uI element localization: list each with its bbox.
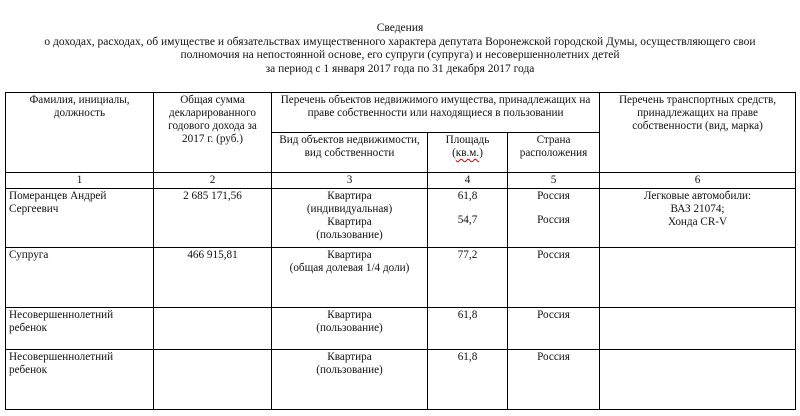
property-cell xyxy=(272,189,428,248)
vehicles-cell xyxy=(600,189,796,248)
header-property-type: Вид объектов недвижимости, вид собственности xyxy=(272,133,428,173)
column-number: 1 xyxy=(6,173,154,189)
vehicle-item: Хонда CR-V xyxy=(667,216,728,228)
person-name: Померанцев Андрей Сергеевич xyxy=(6,189,154,248)
column-number-row xyxy=(6,173,796,189)
area-value: 77,2 xyxy=(428,248,508,308)
header-name: Фамилия, инициалы, должность xyxy=(6,93,154,173)
property-ownership: (индивидуальная) xyxy=(306,203,393,215)
vehicles-label: Легковые автомобили: xyxy=(643,190,752,202)
heading-line-3: за период с 1 января 2017 года по 31 декабря 2017 года xyxy=(265,62,535,75)
vehicles-cell xyxy=(600,248,796,308)
income-value xyxy=(154,350,272,410)
country-value: Россия xyxy=(508,248,600,308)
heading-line-2: полномочия на непостоянной основе, его супруги (супруга) и несовершеннолетних детей xyxy=(180,49,620,62)
property-type: Квартира xyxy=(327,190,372,202)
property-ownership: (пользование) xyxy=(316,322,383,334)
declaration-table xyxy=(5,92,796,410)
country-value: Россия xyxy=(508,308,600,350)
property-cell xyxy=(272,308,428,350)
property-type: Квартира xyxy=(327,351,372,363)
person-name: Несовершеннолетний ребенок xyxy=(6,308,154,350)
column-number: 2 xyxy=(154,173,272,189)
table-row xyxy=(6,248,796,308)
area-value: 54,7 xyxy=(457,214,478,226)
area-value: 61,8 xyxy=(428,308,508,350)
income-value: 466 915,81 xyxy=(154,248,272,308)
document-heading xyxy=(0,22,800,76)
area-value: 61,8 xyxy=(457,190,478,202)
property-ownership: (пользование) xyxy=(316,364,383,376)
table-row xyxy=(6,189,796,248)
document-title: Сведения xyxy=(376,22,424,34)
property-ownership: (общая долевая 1/4 доли) xyxy=(289,262,410,274)
property-cell xyxy=(272,248,428,308)
column-number: 5 xyxy=(508,173,600,189)
header-area: Площадь (кв.м.) xyxy=(428,133,508,173)
country-cell xyxy=(508,189,600,248)
header-country: Страна расположения xyxy=(508,133,600,173)
column-number: 4 xyxy=(428,173,508,189)
header-income: Общая сумма декларированного годового дохода за 2017 г. (руб.) xyxy=(154,93,272,173)
income-value: 2 685 171,56 xyxy=(154,189,272,248)
property-type: Квартира xyxy=(327,249,372,261)
person-name: Супруга xyxy=(6,248,154,308)
country-value: Россия xyxy=(508,350,600,410)
column-number: 6 xyxy=(600,173,796,189)
area-cell xyxy=(428,189,508,248)
table-row xyxy=(6,350,796,410)
country-value: Россия xyxy=(537,190,570,202)
country-value: Россия xyxy=(537,214,570,226)
property-cell xyxy=(272,350,428,410)
property-type: Квартира xyxy=(327,309,372,321)
property-ownership: (пользование) xyxy=(316,229,383,241)
vehicle-item: ВАЗ 21074; xyxy=(670,203,725,215)
vehicles-cell xyxy=(600,350,796,410)
header-property-group: Перечень объектов недвижимого имущества, принадлежащих на праве собственности или находящиеся в пользовании xyxy=(272,93,600,133)
area-unit: кв.м. xyxy=(455,147,480,159)
table-row xyxy=(6,308,796,350)
income-value xyxy=(154,308,272,350)
area-value: 61,8 xyxy=(428,350,508,410)
header-vehicles: Перечень транспортных средств, принадлежащих на праве собственности (вид, марка) xyxy=(600,93,796,173)
person-name: Несовершеннолетний ребенок xyxy=(6,350,154,410)
column-number: 3 xyxy=(272,173,428,189)
property-type: Квартира xyxy=(327,216,372,228)
vehicles-cell xyxy=(600,308,796,350)
heading-line-1: о доходах, расходах, об имуществе и обязательствах имущественного характера депутата Воронежской городской Думы, осуществляющего свои xyxy=(44,35,756,48)
